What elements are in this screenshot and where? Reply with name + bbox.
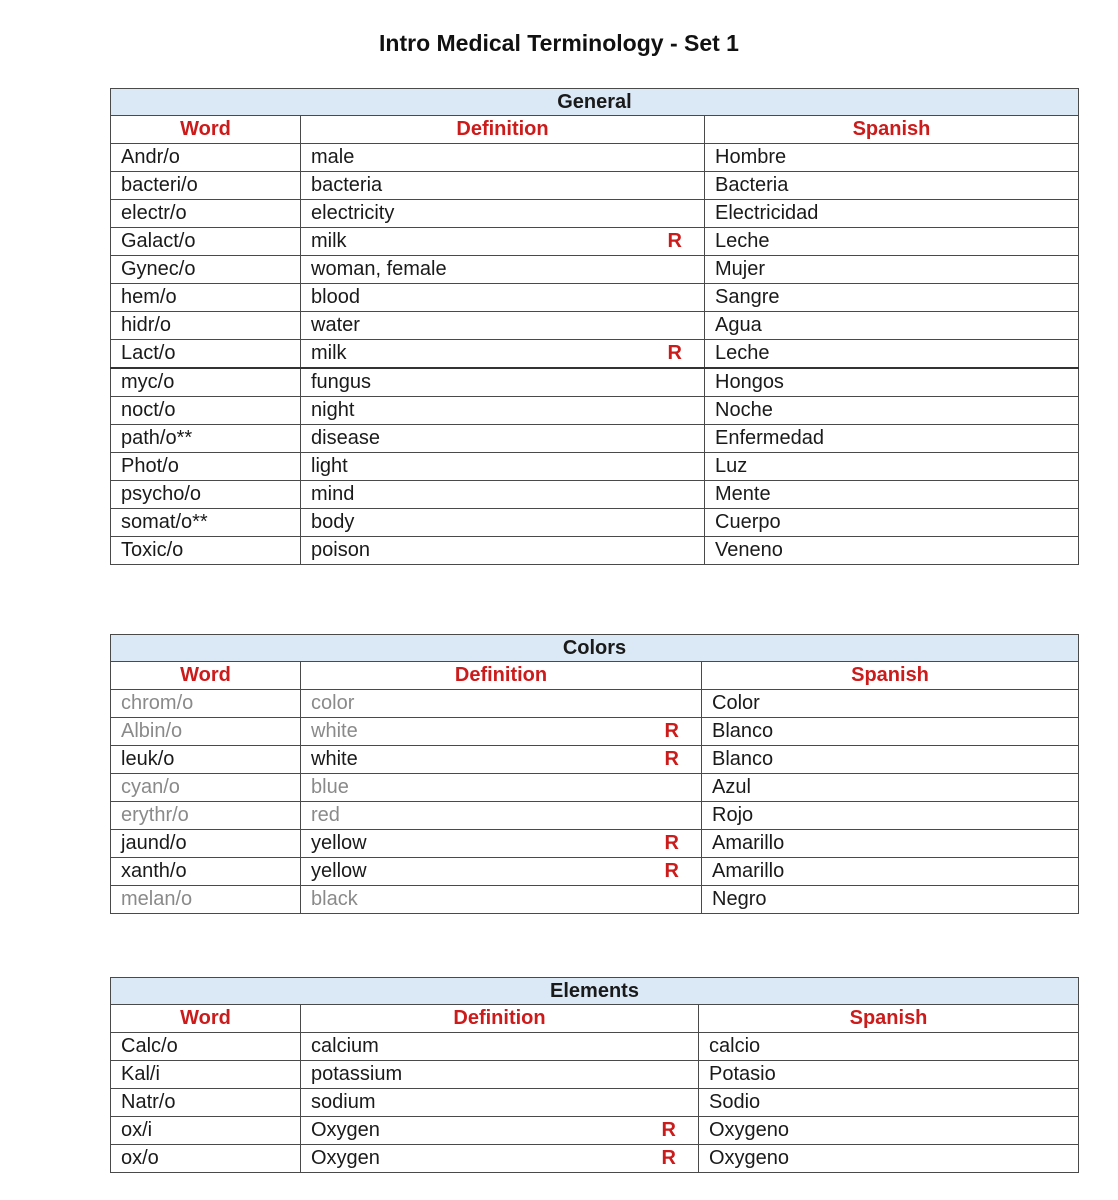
word-cell: Phot/o <box>111 453 301 481</box>
spanish-cell: Azul <box>702 774 1079 802</box>
word-cell: ox/i <box>111 1117 301 1145</box>
column-header-word: Word <box>111 662 301 690</box>
column-header-spanish: Spanish <box>699 1005 1079 1033</box>
definition-cell <box>301 802 702 830</box>
definition-text: Oxygen <box>311 1147 380 1169</box>
table-row <box>111 256 1079 284</box>
definition-cell <box>301 830 702 858</box>
definition-text: mind <box>311 483 355 505</box>
word-cell: noct/o <box>111 397 301 425</box>
definition-cell <box>301 397 705 425</box>
word-cell: Toxic/o <box>111 537 301 565</box>
definition-text: milk <box>311 230 347 252</box>
spanish-cell: Enfermedad <box>705 425 1079 453</box>
word-cell: melan/o <box>111 886 301 914</box>
definition-cell <box>301 690 702 718</box>
definition-cell <box>301 284 705 312</box>
table-row <box>111 228 1079 256</box>
table-row <box>111 284 1079 312</box>
spanish-cell: Sodio <box>699 1089 1079 1117</box>
word-cell: cyan/o <box>111 774 301 802</box>
table-row <box>111 537 1079 565</box>
r-marker: R <box>667 230 682 252</box>
table-row <box>111 200 1079 228</box>
word-cell: bacteri/o <box>111 172 301 200</box>
word-cell: Andr/o <box>111 144 301 172</box>
definition-cell <box>301 746 702 774</box>
definition-text: yellow <box>311 860 367 882</box>
definition-cell <box>301 886 702 914</box>
definition-text: potassium <box>311 1063 403 1085</box>
word-cell: hidr/o <box>111 312 301 340</box>
definition-cell <box>301 425 705 453</box>
definition-cell <box>301 228 705 256</box>
word-cell: electr/o <box>111 200 301 228</box>
spanish-cell: Hombre <box>705 144 1079 172</box>
word-cell: Kal/i <box>111 1061 301 1089</box>
table-row <box>111 802 1079 830</box>
spanish-cell: Rojo <box>702 802 1079 830</box>
spanish-cell: Sangre <box>705 284 1079 312</box>
definition-cell <box>301 340 705 369</box>
table-row <box>111 1061 1079 1089</box>
spanish-cell: Leche <box>705 340 1079 369</box>
table-row <box>111 509 1079 537</box>
definition-text: poison <box>311 539 370 561</box>
table-row <box>111 718 1079 746</box>
definition-text: sodium <box>311 1091 376 1113</box>
table-row <box>111 172 1079 200</box>
table-row <box>111 1117 1079 1145</box>
spanish-cell: Potasio <box>699 1061 1079 1089</box>
r-marker: R <box>667 342 682 364</box>
column-header-word: Word <box>111 1005 301 1033</box>
table-row <box>111 886 1079 914</box>
r-marker: R <box>664 720 679 742</box>
spanish-cell: Bacteria <box>705 172 1079 200</box>
r-marker: R <box>664 860 679 882</box>
definition-text: electricity <box>311 202 395 224</box>
table-row <box>111 368 1079 397</box>
spanish-cell: Blanco <box>702 746 1079 774</box>
definition-cell <box>301 368 705 397</box>
table-row <box>111 690 1079 718</box>
definition-cell <box>301 718 702 746</box>
word-cell: hem/o <box>111 284 301 312</box>
definition-cell <box>301 1117 699 1145</box>
definition-text: fungus <box>311 371 372 393</box>
definition-cell <box>301 1061 699 1089</box>
spanish-cell: Oxygeno <box>699 1117 1079 1145</box>
definition-text: blood <box>311 286 360 308</box>
word-cell: myc/o <box>111 368 301 397</box>
definition-text: night <box>311 399 355 421</box>
table-row <box>111 453 1079 481</box>
definition-text: body <box>311 511 355 533</box>
page-title: Intro Medical Terminology - Set 1 <box>379 30 739 56</box>
colors-table <box>110 634 1079 914</box>
general-table <box>110 88 1079 565</box>
table-row <box>111 1145 1079 1173</box>
definition-text: red <box>311 804 340 826</box>
definition-text: Oxygen <box>311 1119 380 1141</box>
column-header-spanish: Spanish <box>705 116 1079 144</box>
column-header-definition: Definition <box>301 662 702 690</box>
word-cell: Gynec/o <box>111 256 301 284</box>
word-cell: Natr/o <box>111 1089 301 1117</box>
table-row <box>111 774 1079 802</box>
definition-cell <box>301 774 702 802</box>
definition-cell <box>301 312 705 340</box>
table-row <box>111 1033 1079 1061</box>
table-row <box>111 746 1079 774</box>
column-header-spanish: Spanish <box>702 662 1079 690</box>
definition-text: blue <box>311 776 349 798</box>
word-cell: chrom/o <box>111 690 301 718</box>
word-cell: path/o** <box>111 425 301 453</box>
definition-text: male <box>311 146 355 168</box>
table-row <box>111 481 1079 509</box>
definition-cell <box>301 172 705 200</box>
spanish-cell: Cuerpo <box>705 509 1079 537</box>
column-header-definition: Definition <box>301 116 705 144</box>
r-marker: R <box>664 832 679 854</box>
spanish-cell: Luz <box>705 453 1079 481</box>
table-row <box>111 858 1079 886</box>
definition-cell <box>301 1145 699 1173</box>
definition-text: color <box>311 692 355 714</box>
definition-cell <box>301 481 705 509</box>
definition-cell <box>301 256 705 284</box>
r-marker: R <box>661 1119 676 1141</box>
table-row <box>111 144 1079 172</box>
definition-cell <box>301 200 705 228</box>
spanish-cell: Blanco <box>702 718 1079 746</box>
definition-text: yellow <box>311 832 367 854</box>
spanish-cell: Amarillo <box>702 830 1079 858</box>
word-cell: erythr/o <box>111 802 301 830</box>
spanish-cell: Veneno <box>705 537 1079 565</box>
section-title-colors: Colors <box>111 635 1079 662</box>
spanish-cell: Mente <box>705 481 1079 509</box>
definition-cell <box>301 858 702 886</box>
word-cell: psycho/o <box>111 481 301 509</box>
word-cell: ox/o <box>111 1145 301 1173</box>
definition-text: white <box>311 720 358 742</box>
word-cell: jaund/o <box>111 830 301 858</box>
table-row <box>111 425 1079 453</box>
r-marker: R <box>661 1147 676 1169</box>
column-header-definition: Definition <box>301 1005 699 1033</box>
definition-cell <box>301 537 705 565</box>
word-cell: Calc/o <box>111 1033 301 1061</box>
section-title-general: General <box>111 89 1079 116</box>
definition-text: water <box>311 314 360 336</box>
word-cell: Albin/o <box>111 718 301 746</box>
spanish-cell: Negro <box>702 886 1079 914</box>
elements-table <box>110 977 1079 1173</box>
definition-cell <box>301 509 705 537</box>
definition-text: calcium <box>311 1035 379 1057</box>
section-title-elements: Elements <box>111 978 1079 1005</box>
definition-cell <box>301 453 705 481</box>
spanish-cell: Agua <box>705 312 1079 340</box>
definition-text: woman, female <box>311 258 447 280</box>
spanish-cell: Color <box>702 690 1079 718</box>
definition-text: disease <box>311 427 380 449</box>
spanish-cell: Electricidad <box>705 200 1079 228</box>
definition-cell <box>301 1033 699 1061</box>
word-cell: xanth/o <box>111 858 301 886</box>
word-cell: Lact/o <box>111 340 301 369</box>
spanish-cell: Amarillo <box>702 858 1079 886</box>
spanish-cell: Mujer <box>705 256 1079 284</box>
table-row <box>111 1089 1079 1117</box>
definition-text: bacteria <box>311 174 383 196</box>
spanish-cell: calcio <box>699 1033 1079 1061</box>
definition-cell <box>301 144 705 172</box>
table-row <box>111 830 1079 858</box>
spanish-cell: Leche <box>705 228 1079 256</box>
column-header-word: Word <box>111 116 301 144</box>
word-cell: leuk/o <box>111 746 301 774</box>
spanish-cell: Noche <box>705 397 1079 425</box>
definition-text: black <box>311 888 358 910</box>
r-marker: R <box>664 748 679 770</box>
spanish-cell: Oxygeno <box>699 1145 1079 1173</box>
definition-text: light <box>311 455 348 477</box>
word-cell: Galact/o <box>111 228 301 256</box>
definition-text: milk <box>311 342 347 364</box>
definition-cell <box>301 1089 699 1117</box>
table-row <box>111 312 1079 340</box>
spanish-cell: Hongos <box>705 368 1079 397</box>
table-row <box>111 340 1079 369</box>
table-row <box>111 397 1079 425</box>
word-cell: somat/o** <box>111 509 301 537</box>
definition-text: white <box>311 748 358 770</box>
